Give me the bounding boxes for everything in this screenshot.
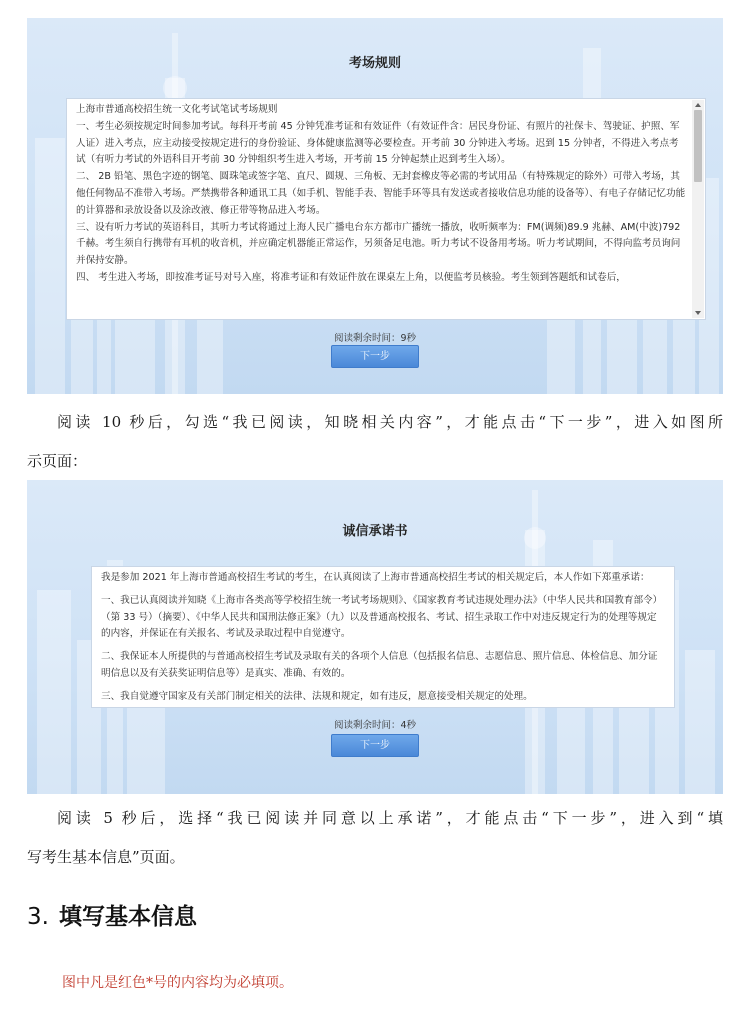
- rules-next-button[interactable]: 下一步: [331, 345, 419, 368]
- section-heading: [27, 898, 197, 931]
- pledge-paragraph-2: 二、我保证本人所提供的与普通高校招生考试及录取有关的各项个人信息（包括报名信息、志愿信息、照片信息、体检信息、加分证明信息以及有关获奖证明信息等）是真实、准确、有效的。: [101, 651, 658, 679]
- instruction-1-line-2: 示页面：: [27, 452, 88, 470]
- pledge-text-box[interactable]: [91, 566, 675, 708]
- rules-heading: 上海市普通高校招生统一文化考试笔试考场规则: [76, 104, 278, 115]
- rules-text-box[interactable]: [66, 98, 706, 320]
- rules-countdown: 阅读剩余时间：9秒: [333, 333, 417, 344]
- instruction-2-line-1: 阅读 5 秒后，选择“我已阅读并同意以上承诺”，才能点击“下一步”，进入到“填: [57, 809, 723, 827]
- rules-paragraph-4: 四、 考生进入考场，即按准考证号对号入座，将准考证和有效证件放在课桌左上角，以便监考员核验。考生领到答题纸和试卷后，: [76, 271, 626, 283]
- section-number: 3.: [27, 904, 49, 930]
- instruction-paragraph-1: [27, 410, 723, 473]
- scroll-up-arrow-icon[interactable]: [695, 103, 701, 107]
- scroll-down-arrow-icon[interactable]: [695, 311, 701, 315]
- pledge-paragraph-3: 三、我自觉遵守国家及有关部门制定相关的法律、法规和规定，如有违反，愿意接受相关规定的处理。: [101, 690, 533, 702]
- rules-scrollbar[interactable]: [692, 100, 704, 318]
- pledge-next-button[interactable]: 下一步: [331, 734, 419, 757]
- section-title: 填写基本信息: [58, 904, 197, 930]
- pledge-panel-title: 诚信承诺书: [342, 524, 408, 539]
- pledge-countdown: 阅读剩余时间：4秒: [333, 720, 417, 731]
- scroll-thumb[interactable]: [694, 110, 702, 182]
- required-fields-note: 图中凡是红色*号的内容均为必填项。: [62, 975, 293, 991]
- integrity-pledge-screenshot: [27, 480, 723, 794]
- rules-panel-title: 考场规则: [348, 56, 401, 71]
- instruction-1-line-1: 阅读 10 秒后，勾选“我已阅读，知晓相关内容”，才能点击“下一步”，进入如图所: [57, 413, 723, 431]
- instruction-paragraph-2: [27, 806, 723, 869]
- rules-paragraph-3: 三、设有听力考试的英语科目，其听力考试将通过上海人民广播电台东方都市广播统一播放，收听频率为：FM(调频)89.9 兆赫、AM(中波)792 千赫。考生须自行携带有耳机的收音机，并应确定机器能正常运作，另须备足电池。听力考试不设备用考场。听力考试期间，不得向监考员询问并保持安静。: [76, 221, 681, 267]
- pledge-paragraph-1: 一、我已认真阅读并知晓《上海市各类高等学校招生统一考试考场规则》、《国家教育考试违规处理办法》（中华人民共和国教育部令）（第 33 号）（摘要）、《中华人民共和国刑法修正案》（九）以及普通高校报名、考试、招生录取工作中对违反规定行为的处理等规定的内容，并保证在有关报名、考试及录取过程中自觉遵守。: [101, 594, 663, 640]
- pledge-intro: 我是参加 2021 年上海市普通高校招生考试的考生，在认真阅读了上海市普通高校招生考试的相关规定后，本人作如下郑重承诺：: [101, 572, 650, 583]
- instruction-2-line-2: 写考生基本信息”页面。: [27, 848, 185, 866]
- exam-rules-screenshot: [27, 18, 723, 394]
- rules-paragraph-2: 二、 2B 铅笔、黑色字迹的钢笔、圆珠笔或签字笔、直尺、圆规、三角板、无封套橡皮等必需的考试用品（有特殊规定的除外）可带入考场，其他任何物品不准带入考场。严禁携带各种通讯工具（如手机、智能手表、智能手环等具有发送或者接收信息功能的设备等）、有电子存储记忆功能的计算器和录放设备以及涂改液、修正带等物品进入考场。: [76, 171, 686, 216]
- rules-paragraph-1: 一、考生必须按规定时间参加考试。每科开考前 45 分钟凭准考证和有效证件（有效证件含：居民身份证、有照片的社保卡、驾驶证、护照、军人证）进入考点，应主动接受按规定进行的身份验证、身体健康监测等必要检查。开考前 30 分钟进入考场。迟到 15 分钟者，不得进入考点考试（有听力考试的外语科目开考前 30 分钟组织考生进入考场，开考前 15 分钟起禁止迟到考生入场）。: [76, 120, 680, 166]
